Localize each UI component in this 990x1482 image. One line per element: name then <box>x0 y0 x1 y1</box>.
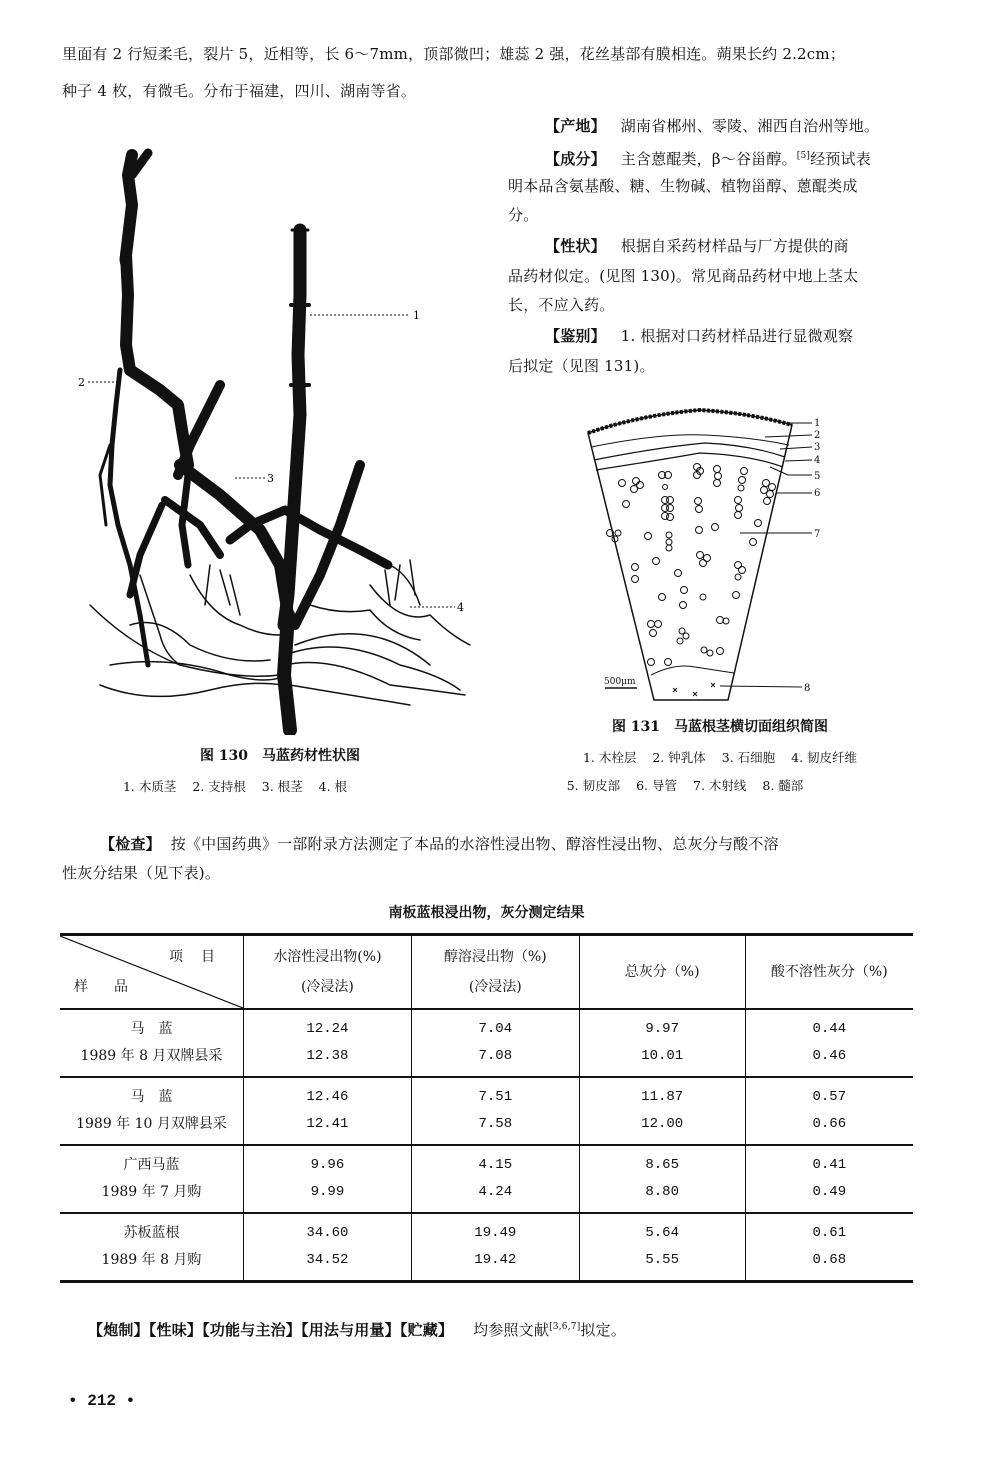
section-text: 按《中国药典》一部附录方法测定了本品的水溶性浸出物、醇溶性浸出物、总灰分与酸不溶 <box>170 835 779 853</box>
section-chengfen-line-2: 明本品含氨基酸、糖、生物碱、植物甾醇、蒽醌类成 <box>508 177 858 195</box>
figure-131-cross-section <box>580 405 830 705</box>
figure-131-label: 4 <box>814 455 821 466</box>
sample-cell: 马 蓝 1989 年 10 月双牌县采 <box>60 1077 244 1145</box>
value-cell: 34.60 34.52 <box>244 1213 412 1282</box>
section-tag: 【鉴别】 <box>545 327 606 345</box>
legend-item: 8. 髓部 <box>762 778 804 793</box>
corner-label-item: 项目 <box>169 949 233 965</box>
section-chandi <box>545 112 879 140</box>
sample-cell: 马 蓝 1989 年 8 月双牌县采 <box>60 1009 244 1077</box>
figure-131-caption: 图 131 马蓝根茎横切面组织简图 <box>611 719 829 735</box>
section-text: 1. 根据对口药材样品进行显微观察 <box>620 327 854 345</box>
sample-cell: 广西马蓝 1989 年 7 月购 <box>60 1145 244 1213</box>
figure-131-label: 8 <box>804 683 811 694</box>
value-cell: 7.04 7.08 <box>411 1009 579 1077</box>
column-header: 酸不溶性灰分（%) <box>745 935 913 1010</box>
value-cell: 8.65 8.80 <box>579 1145 745 1213</box>
figure-131-label: 3 <box>814 442 821 453</box>
legend-item: 2. 支持根 <box>192 779 246 794</box>
table-row <box>60 1145 913 1213</box>
legend-item: 7. 木射线 <box>693 778 747 793</box>
figure-130-label: 4 <box>457 601 464 614</box>
jiancha-line-2: 性灰分结果（见下表)。 <box>62 864 221 882</box>
page-number: • 212 • <box>68 1392 136 1410</box>
value-cell: 4.15 4.24 <box>411 1145 579 1213</box>
value-cell: 0.61 0.68 <box>745 1213 913 1282</box>
table-row <box>60 1213 913 1282</box>
value-cell: 9.97 10.01 <box>579 1009 745 1077</box>
table-corner-cell <box>60 935 244 1010</box>
figure-131-scale-label: 500μm <box>604 677 636 687</box>
legend-item: 5. 韧皮部 <box>566 778 621 793</box>
closing-text: 拟定。 <box>580 1321 627 1339</box>
section-text: 主含蒽醌类，β～谷甾醇。 <box>620 150 797 168</box>
table-header-row <box>60 935 913 1010</box>
figure-131-legend-row-1 <box>520 748 920 766</box>
legend-item: 1. 木栓层 <box>582 750 637 765</box>
figure-130-caption: 图 130 马蓝药材性状图 <box>199 748 361 764</box>
section-tag: 【产地】 <box>545 117 606 135</box>
table-title: 南板蓝根浸出物，灰分测定结果 <box>388 905 585 921</box>
column-header: 总灰分（%) <box>579 935 745 1010</box>
results-table <box>60 933 913 1283</box>
legend-item: 4. 根 <box>318 779 348 794</box>
legend-item: 3. 石细胞 <box>721 750 776 765</box>
closing-paragraph <box>88 1313 626 1344</box>
legend-item: 2. 钟乳体 <box>652 750 706 765</box>
section-jianbie-line-2: 后拟定（见图 131)。 <box>508 357 655 375</box>
value-cell: 12.24 12.38 <box>244 1009 412 1077</box>
section-tag: 【成分】 <box>545 150 606 168</box>
citation-ref: [5] <box>796 151 811 161</box>
figure-131-label: 1 <box>814 418 821 429</box>
legend-item: 4. 韧皮纤维 <box>791 750 858 765</box>
value-cell: 0.41 0.49 <box>745 1145 913 1213</box>
intro-line-2: 种子 4 枚，有微毛。分布于福建，四川、湖南等省。 <box>62 82 417 100</box>
figure-130-label: 1 <box>413 309 420 322</box>
sample-cell: 苏板蓝根 1989 年 8 月购 <box>60 1213 244 1282</box>
value-cell: 9.96 9.99 <box>244 1145 412 1213</box>
value-cell: 5.64 5.55 <box>579 1213 745 1282</box>
figure-131-label: 7 <box>814 529 821 540</box>
intro-line-1: 里面有 2 行短柔毛，裂片 5，近相等，长 6～7mm，顶部微凹；雄蕊 2 强，花丝基部有膜相连。蒴果长约 2.2cm； <box>62 45 846 63</box>
section-xingzhuang <box>545 232 849 260</box>
section-tag: 【性状】 <box>545 237 606 255</box>
table-row <box>60 1077 913 1145</box>
section-tags: 【炮制】【性味】【功能与主治】【用法与用量】【贮藏】 <box>88 1321 454 1339</box>
section-xingzhuang-line-2: 品药材似定。(见图 130)。常见商品药材中地上茎太 <box>508 267 859 285</box>
value-cell: 0.57 0.66 <box>745 1077 913 1145</box>
value-cell: 11.87 12.00 <box>579 1077 745 1145</box>
section-tag: 【检查】 <box>100 835 161 853</box>
section-chengfen <box>545 142 871 173</box>
figure-131-legend-row-2 <box>520 776 850 794</box>
column-header: 水溶性浸出物(%) (冷浸法) <box>244 935 412 1010</box>
value-cell: 12.46 12.41 <box>244 1077 412 1145</box>
column-header: 醇溶浸出物（%) (冷浸法) <box>411 935 579 1010</box>
figure-130-label: 3 <box>267 472 274 485</box>
figure-130-plant-drawing <box>70 145 490 735</box>
section-text: 湖南省郴州、零陵、湘西自治州等地。 <box>620 117 880 135</box>
section-xingzhuang-line-3: 长，不应入药。 <box>508 296 615 314</box>
citation-ref: [3,6,7] <box>549 1322 581 1332</box>
legend-item: 3. 根茎 <box>261 779 303 794</box>
closing-text: 均参照文献 <box>473 1321 550 1339</box>
table-row <box>60 1009 913 1077</box>
section-chengfen-line-3: 分。 <box>508 206 539 224</box>
figure-130-label: 2 <box>78 376 85 389</box>
legend-item: 1. 木质茎 <box>122 779 177 794</box>
section-text: 经预试表 <box>810 150 871 168</box>
figure-131-label: 6 <box>814 488 821 499</box>
section-jianbie <box>545 322 853 350</box>
value-cell: 19.49 19.42 <box>411 1213 579 1282</box>
section-text: 根据自采药材样品与厂方提供的商 <box>620 237 849 255</box>
value-cell: 0.44 0.46 <box>745 1009 913 1077</box>
figure-131-label: 2 <box>814 430 821 441</box>
corner-label-sample: 样品 <box>74 979 154 995</box>
legend-item: 6. 导管 <box>636 778 677 793</box>
value-cell: 7.51 7.58 <box>411 1077 579 1145</box>
figure-130-legend <box>70 777 400 795</box>
figure-131-label: 5 <box>814 471 821 482</box>
jiancha-paragraph <box>100 830 779 858</box>
